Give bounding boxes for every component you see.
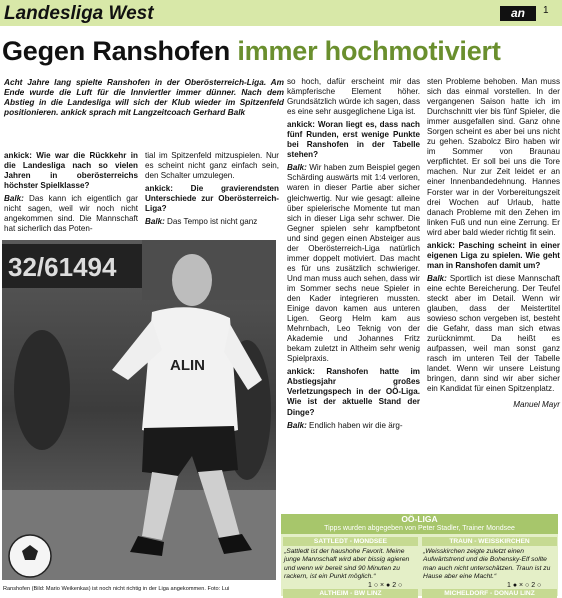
article-author: Manuel Mayr <box>513 400 560 410</box>
advertising-board-text: 32/61494 <box>8 252 117 282</box>
article-column-3 <box>287 77 420 434</box>
tips-box-subtitle: Tipps wurden abgegeben von Peter Stadler, Trainer Mondsee <box>324 525 515 532</box>
magazine-logo: an <box>500 6 536 21</box>
article-headline <box>2 36 560 67</box>
tips-box-header <box>281 514 558 534</box>
interview-question: ankick: Woran liegt es, dass nach fünf Runden, erst wenige Punkte bei Ranshofen in der Tabelle stehen? <box>287 120 420 160</box>
speaker-label: Balk: <box>145 217 165 227</box>
interview-question: ankick: Ranshofen hatte im Abstiegsjahr großes Verletzungspech in der OÖ-Liga. Wie ist der aktuelle Stand der Dinge? <box>287 367 420 417</box>
match-title: TRAUN - WEISSKIRCHEN <box>422 537 557 546</box>
match-title: SATTLEDT - MONDSEE <box>283 537 418 546</box>
interview-answer: tial im Spitzenfeld mitzuspielen. Nur es scheint nicht ganz einfach sein, den Schalter umzulegen. <box>145 151 279 181</box>
article-column-1 <box>4 151 138 237</box>
interview-answer: sten Probleme behoben. Man muss sich das einmal vorstellen. In der vergangenen Saison hatte ich im Durchschnitt vier bis fünf Spieler, die immer ausgefallen sind. Ganz ohne Sorgen scheint es aber bei uns nicht zu gehen. Szabolcz Biro haben wir im Sommer von Braunau verpflichtet. Er soll bei uns die Tore machen. Nur zur Zeit leidet er an einer Innenbandedehnung. Hannes Forster war in der Vorbereitungszeit drei Wochen auf Urlaub, hatte danach Probleme mit den Zehen im linken Fuß und nun eine Zerrung. Er wird aber bald wieder richtig fit sein. <box>427 77 560 237</box>
article-column-2 <box>145 151 279 230</box>
interview-answer: Das Tempo ist nicht ganz <box>167 217 258 227</box>
interview-answer: Sportlich ist diese Mannschaft eine echte Bereicherung. Der Teufel steckt aber im Detail. Wenn wir glauben, dass der Meistertitel sowieso schon vergeben ist, besteht die Gefahr, dass man sich etwas zurücknimmt. Da heißt es aufpassen, weil man sonst ganz rasch im unteren Teil der Tabelle landet. Wenn wir unsere Leistung bringen, dann sind wir aber sicher ein Kandidat für einen Spitzenplatz. <box>427 273 560 394</box>
speaker-label: Balk: <box>4 194 24 204</box>
headline-part-2: immer hochmotiviert <box>237 36 501 66</box>
speaker-label: Balk: <box>287 420 307 430</box>
match-tip: „Weisskirchen zeigte zuletzt einen Aufwärtstrend und die Bohensky-Elf sollte man auch nicht unterschätzen. Traun ist zu Hause aber eine Macht.“ <box>423 548 551 581</box>
match-tip-result: 1 ○ × ● 2 ○ <box>368 582 403 589</box>
match-title: ALTHEIM - BW LINZ <box>283 589 418 598</box>
interview-answer: Wir haben zum Beispiel gegen Schärding auswärts mit 1:4 verloren, waren in dieser Partie aber sicher gleichwertig. Nur wie gesagt: alleine über spielerische Momente tut man sich in dieser Liga sehr schwer. Die Gegner spielen sehr kampfbetont und sind gegen einen Absteiger aus der Oberösterreich-Liga natürlich immer doppelt motiviert. Das macht es für uns zusätzlich schwieriger. Und man muss auch sehen, dass wir im Sommer sechs neue Spieler in den Kader integrieren mussten. Einige davon kamen aus unteren Ligen. Georg Helm kam aus Mehrnbach, Leo Teknig von der Akademie und Johannes Fritz bekam zuletzt in Altheim sehr wenig Spielpraxis. <box>287 163 420 364</box>
player-photo <box>2 240 276 580</box>
interview-answer: Das kann ich eigentlich gar nicht sagen, weil wir noch nicht angekommen sind. Die Mannschaft hat sicherlich das Poten- <box>4 194 138 234</box>
interview-answer: so hoch, dafür erscheint mir das kämpferische Element höher. Grundsätzlich würde ich sagen, dass es eine sehr ausgeglichene Liga ist. <box>287 77 420 117</box>
page-number: 1 <box>543 5 549 16</box>
match-tip-result: 1 ● × ○ 2 ○ <box>507 582 542 589</box>
speaker-label: Balk: <box>427 273 447 283</box>
interview-question: ankick: Die gravierendsten Unterschiede zur Oberösterreich-Liga? <box>145 184 279 214</box>
article-lead: Acht Jahre lang spielte Ranshofen in der Oberösterreich-Liga. Am Ende wurde die Luft für die Innviertler immer dünner. Nach dem Abstieg in die Landesliga will sich der Klub wieder im Spitzenfeld positionieren. ankick sprach mit Langzeitcoach Gerhard Balk <box>4 77 284 118</box>
photo-caption: Ranshofen (Bild: Mario Weikenkas) ist noch nicht richtig in der Liga angekommen. Foto: Lui <box>3 586 230 592</box>
interview-question: ankick: Pasching scheint in einer eigenen Liga zu spielen. Wie geht man in Ranshofen damit um? <box>427 240 560 270</box>
article-column-4 <box>427 77 560 414</box>
section-title: Landesliga West <box>4 3 154 24</box>
headline-part-1: Gegen Ranshofen <box>2 36 231 66</box>
match-title: MICHELDORF - DONAU LINZ <box>422 589 557 598</box>
football-player-image <box>2 240 276 580</box>
interview-question: ankick: Wie war die Rückkehr in die Landesliga nach so vielen Jahren in oberösterreichs höchster Spielklasse? <box>4 151 138 191</box>
match-tip: „Sattledt ist der haushohe Favorit. Meine junge Mannschaft wird aber bissig agieren und wenn wir bereit sind 90 Minuten zu rackern, ist ein Punkt möglich.“ <box>284 548 410 581</box>
shirt-sponsor-text: ALIN <box>170 357 205 374</box>
speaker-label: Balk: <box>287 163 307 173</box>
interview-answer: Endlich haben wir die ärg- <box>309 420 403 430</box>
tips-box-title: OÖ-LIGA <box>401 514 438 524</box>
